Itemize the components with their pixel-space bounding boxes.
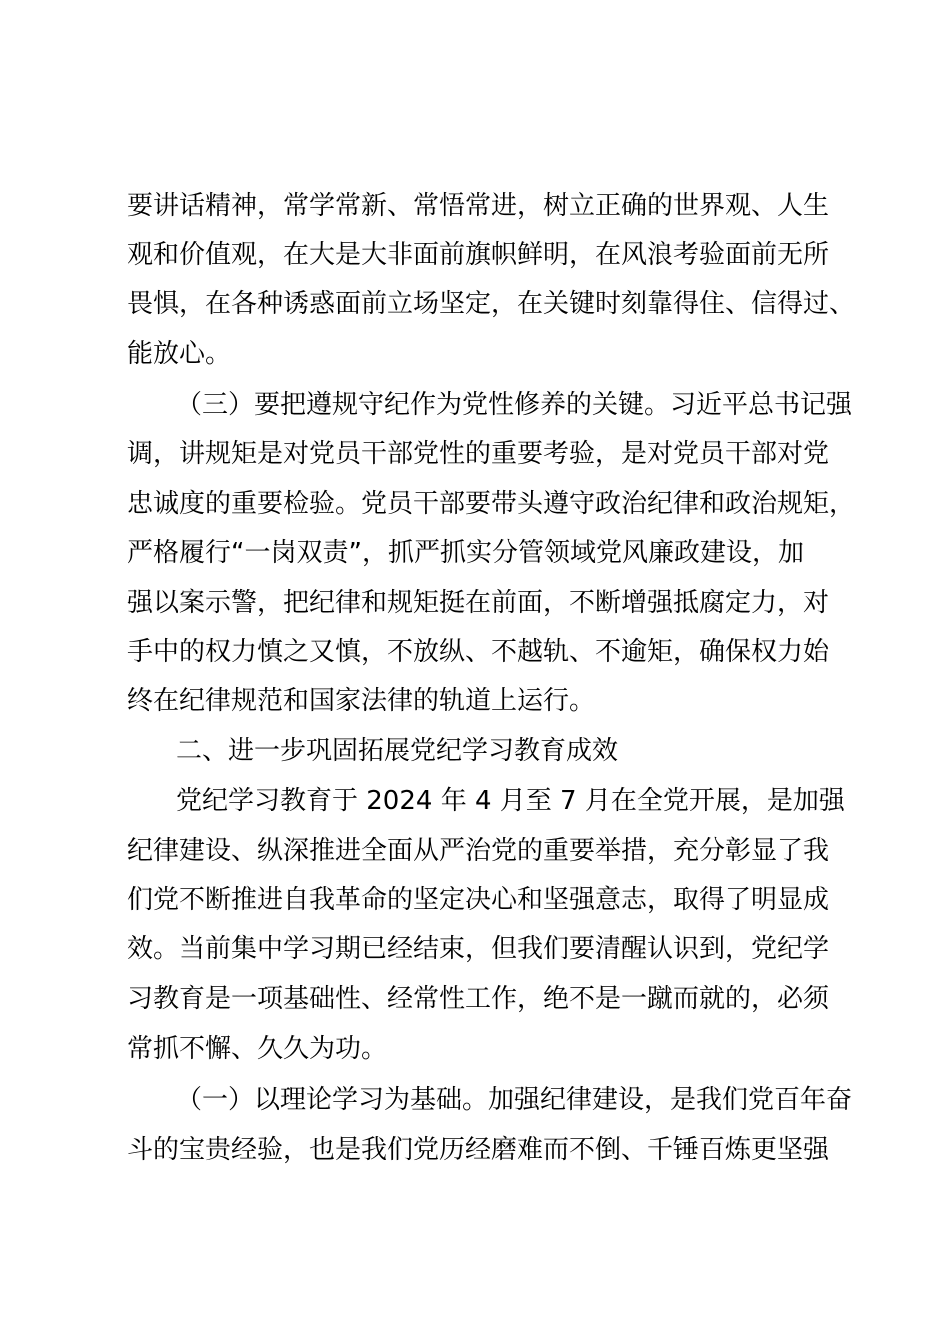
paragraph-line: 斗的宝贵经验，也是我们党历经磨难而不倒、千锤百炼更坚强	[127, 1135, 830, 1165]
paragraph-line: 手中的权力慎之又慎，不放纵、不越轨、不逾矩，确保权力始	[127, 637, 830, 667]
paragraph-line: 强以案示警，把纪律和规矩挺在前面，不断增强抵腐定力，对	[127, 588, 830, 618]
paragraph-line: 终在纪律规范和国家法律的轨道上运行。	[127, 686, 596, 716]
paragraph-line: 能放心。	[127, 339, 232, 369]
section-heading: 二、进一步巩固拓展党纪学习教育成效	[176, 736, 619, 766]
paragraph-line: （一）以理论学习为基础。加强纪律建设，是我们党百年奋	[176, 1085, 853, 1115]
paragraph-line: 们党不断推进自我革命的坚定决心和坚强意志，取得了明显成	[127, 885, 830, 915]
paragraph-line: 严格履行“一岗双责”，抓严抓实分管领域党风廉政建设，加	[127, 538, 804, 568]
paragraph-line: 党纪学习教育于 2024 年 4 月至 7 月在全党开展，是加强	[176, 786, 845, 816]
paragraph-line: 调，讲规矩是对党员干部党性的重要考验，是对党员干部对党	[127, 439, 830, 469]
paragraph-line: 忠诚度的重要检验。党员干部要带头遵守政治纪律和政治规矩，	[127, 489, 856, 519]
paragraph-line: 常抓不懈、久久为功。	[127, 1034, 388, 1064]
paragraph-line: 习教育是一项基础性、经常性工作，绝不是一蹴而就的，必须	[127, 984, 830, 1014]
paragraph-line: 效。当前集中学习期已经结束，但我们要清醒认识到，党纪学	[127, 934, 830, 964]
paragraph-line: 畏惧，在各种诱惑面前立场坚定，在关键时刻靠得住、信得过、	[127, 289, 856, 319]
paragraph-line: 要讲话精神，常学常新、常悟常进，树立正确的世界观、人生	[127, 191, 830, 221]
paragraph-line: 观和价值观，在大是大非面前旗帜鲜明，在风浪考验面前无所	[127, 240, 830, 270]
paragraph-line: （三）要把遵规守纪作为党性修养的关键。习近平总书记强	[176, 390, 853, 420]
paragraph-line: 纪律建设、纵深推进全面从严治党的重要举措，充分彰显了我	[127, 836, 830, 866]
